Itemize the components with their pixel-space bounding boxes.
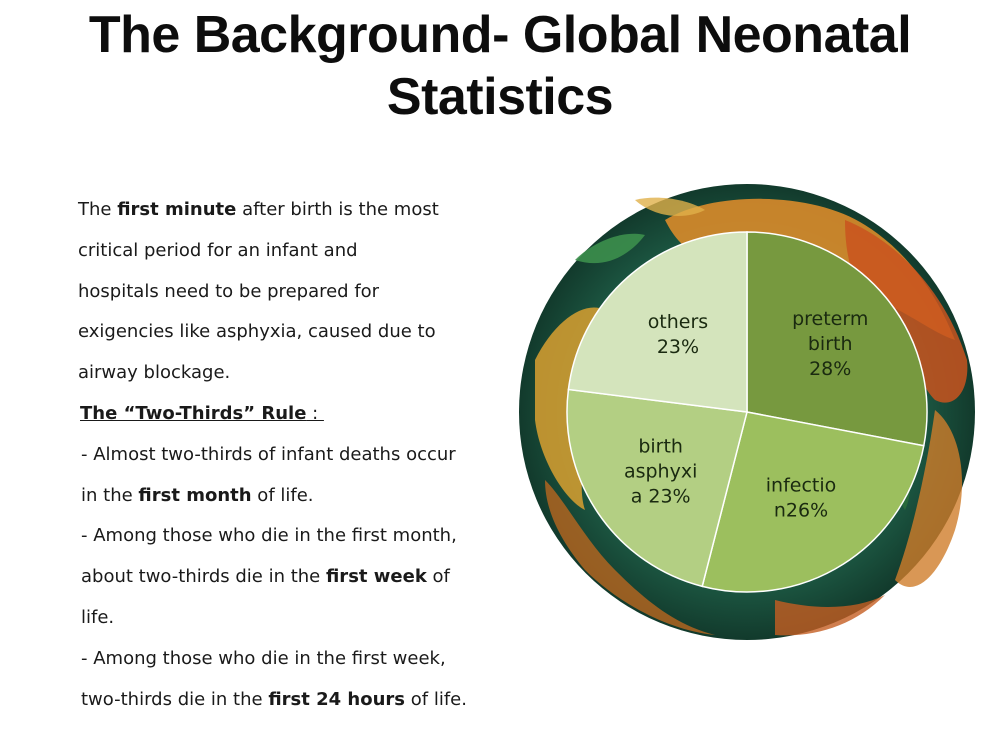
pie-slice-label-4: others 23%	[647, 311, 709, 359]
text-run: critical period for an infant and	[78, 239, 358, 261]
bold-emphasis: first minute	[117, 199, 237, 220]
text-run: The	[78, 199, 118, 220]
text-run: life.	[81, 606, 115, 628]
text-run: after birth is the most	[236, 199, 439, 220]
bold-emphasis: first week	[325, 566, 427, 588]
rule-list	[78, 435, 518, 721]
text-run: - Among those who die in the first week,	[81, 647, 446, 669]
pie-slices	[567, 232, 927, 592]
text-run: of life.	[405, 688, 467, 710]
body-text	[78, 190, 518, 720]
pie-chart	[515, 180, 980, 645]
text-run: in the	[81, 484, 139, 506]
intro-line-2	[78, 231, 518, 272]
intro-line-4	[78, 312, 518, 353]
rule-line-7	[81, 680, 518, 721]
pie-chart-svg	[515, 180, 980, 645]
text-run: of	[426, 566, 450, 588]
text-run: about two-thirds die in the	[81, 566, 326, 588]
text-run: - Among those who die in the first month,	[81, 525, 457, 547]
intro-line-3	[78, 272, 518, 313]
text-run: - Almost two-thirds of infant deaths occur	[81, 443, 456, 465]
rule-line-4	[81, 557, 518, 598]
rule-line-6	[81, 639, 518, 680]
title-line-2: Statistics	[386, 68, 614, 126]
rule-heading: The “Two-Thirds” Rule	[80, 402, 307, 424]
rule-line-2	[81, 476, 518, 517]
bold-emphasis: first 24 hours	[268, 688, 406, 710]
rule-line-1	[81, 435, 518, 476]
pie-slice-label-2: infectio n26%	[765, 474, 837, 522]
rule-line-3	[81, 516, 518, 557]
text-run: hospitals need to be prepared for	[78, 280, 380, 302]
text-run: two-thirds die in the	[81, 688, 269, 710]
text-run: of life.	[251, 484, 314, 506]
pie-slice-label-3: birth asphyxi a 23%	[623, 435, 698, 508]
pie-slice-label-1: preterm birth 28%	[792, 308, 869, 381]
rule-heading-line	[78, 394, 518, 435]
intro-line-5	[78, 353, 518, 394]
bold-emphasis: first month	[138, 484, 252, 506]
intro-paragraph	[78, 190, 518, 394]
rule-line-5	[81, 598, 518, 639]
text-run: airway blockage.	[78, 362, 231, 384]
page-title	[0, 4, 1000, 128]
rule-heading-suffix: :	[306, 402, 324, 424]
text-run: exigencies like asphyxia, caused due to	[78, 321, 436, 343]
title-line-1: The Background- Global Neonatal	[88, 6, 912, 64]
intro-line-1	[78, 190, 518, 231]
